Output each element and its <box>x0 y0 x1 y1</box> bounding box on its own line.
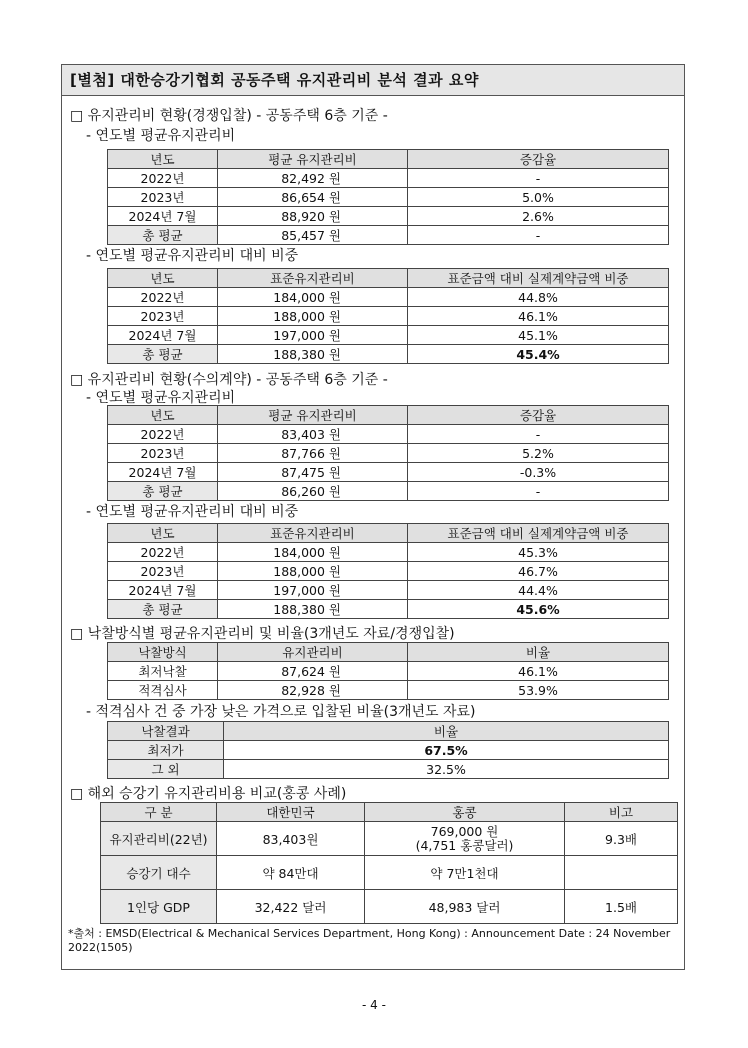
table-header: 년도 <box>108 524 218 543</box>
amount-cell: 188,000 원 <box>218 307 408 326</box>
amount-cell: 87,766 원 <box>218 444 408 463</box>
table-row-total <box>108 482 669 501</box>
result-cell: 그 외 <box>108 760 224 779</box>
table-header: 평균 유지관리비 <box>218 406 408 425</box>
rate-cell: 53.9% <box>408 681 669 700</box>
table-row <box>108 760 669 779</box>
note-cell: 9.3배 <box>565 822 678 856</box>
hongkong-note: (4,751 홍콩달러) <box>415 837 514 853</box>
amount-cell: 85,457 원 <box>218 226 408 245</box>
amount-cell: 197,000 원 <box>218 581 408 600</box>
year-cell: 총 평균 <box>108 600 218 619</box>
section1-heading: □ 유지관리비 현황(경쟁입찰) - 공동주택 6층 기준 - <box>70 108 388 124</box>
table-row-total <box>108 226 669 245</box>
rate-cell: 45.1% <box>408 326 669 345</box>
hongkong-value: 769,000 원 <box>430 823 499 839</box>
table-row <box>108 662 669 681</box>
year-cell: 2024년 7월 <box>108 581 218 600</box>
year-cell: 2023년 <box>108 188 218 207</box>
section3-result-table <box>107 721 669 779</box>
row-label-cell: 1인당 GDP <box>101 890 217 924</box>
table-row-total <box>108 600 669 619</box>
section2-sub2: - 연도별 평균유지관리비 대비 비중 <box>86 504 299 520</box>
table-row <box>108 169 669 188</box>
hongkong-cell <box>365 822 565 856</box>
rate-cell: - <box>408 169 669 188</box>
table-header: 낙찰결과 <box>108 722 224 741</box>
amount-cell: 184,000 원 <box>218 288 408 307</box>
year-cell: 2022년 <box>108 543 218 562</box>
section4-heading: □ 해외 승강기 유지관리비용 비교(홍콩 사례) <box>70 786 347 802</box>
method-cell: 적격심사 <box>108 681 218 700</box>
rate-cell: 45.6% <box>408 600 669 619</box>
rate-cell: 46.7% <box>408 562 669 581</box>
year-cell: 총 평균 <box>108 482 218 501</box>
year-cell: 총 평균 <box>108 226 218 245</box>
rate-cell: 5.0% <box>408 188 669 207</box>
rate-cell: 45.3% <box>408 543 669 562</box>
table-header: 년도 <box>108 150 218 169</box>
table-row <box>108 188 669 207</box>
table-row <box>108 543 669 562</box>
year-cell: 2024년 7월 <box>108 463 218 482</box>
table-header: 증감율 <box>408 406 669 425</box>
document-title: [별첨] 대한승강기협회 공동주택 유지관리비 분석 결과 요약 <box>62 65 684 96</box>
section1-sub1: - 연도별 평균유지관리비 <box>86 128 236 144</box>
result-cell: 최저가 <box>108 741 224 760</box>
section1-sub2: - 연도별 평균유지관리비 대비 비중 <box>86 248 299 264</box>
table-header: 비율 <box>224 722 669 741</box>
year-cell: 2022년 <box>108 425 218 444</box>
rate-cell: - <box>408 226 669 245</box>
rate-cell: - <box>408 482 669 501</box>
section3-sub: - 적격심사 건 중 가장 낮은 가격으로 입찰된 비율(3개년도 자료) <box>86 704 476 720</box>
table-row <box>108 741 669 760</box>
table-header: 구 분 <box>101 803 217 822</box>
table-row <box>108 562 669 581</box>
table-header: 표준유지관리비 <box>218 524 408 543</box>
rate-cell: 67.5% <box>224 741 669 760</box>
rate-cell: 45.4% <box>408 345 669 364</box>
table-header: 대한민국 <box>217 803 365 822</box>
table-header: 년도 <box>108 406 218 425</box>
rate-cell: 46.1% <box>408 662 669 681</box>
amount-cell: 184,000 원 <box>218 543 408 562</box>
note-cell: 1.5배 <box>565 890 678 924</box>
section1-ratio-table <box>107 268 669 364</box>
table-row <box>108 307 669 326</box>
table-row <box>108 444 669 463</box>
table-header: 낙찰방식 <box>108 643 218 662</box>
source-footnote: *출처 : EMSD(Electrical & Mechanical Services Department, Hong Kong) : Announcement Date : 24 November 2022(1505) <box>68 927 671 954</box>
section3-heading: □ 낙찰방식별 평균유지관리비 및 비율(3개년도 자료/경쟁입찰) <box>70 626 455 642</box>
table-header: 비고 <box>565 803 678 822</box>
table-header: 홍콩 <box>365 803 565 822</box>
year-cell: 2022년 <box>108 288 218 307</box>
rate-cell: 44.8% <box>408 288 669 307</box>
amount-cell: 197,000 원 <box>218 326 408 345</box>
row-label-cell: 승강기 대수 <box>101 856 217 890</box>
table-row <box>108 681 669 700</box>
amount-cell: 82,492 원 <box>218 169 408 188</box>
amount-cell: 188,380 원 <box>218 345 408 364</box>
year-cell: 2023년 <box>108 444 218 463</box>
table-header: 년도 <box>108 269 218 288</box>
year-cell: 2024년 7월 <box>108 207 218 226</box>
table-header: 평균 유지관리비 <box>218 150 408 169</box>
rate-cell: 46.1% <box>408 307 669 326</box>
rate-cell: - <box>408 425 669 444</box>
table-header: 증감율 <box>408 150 669 169</box>
amount-cell: 86,654 원 <box>218 188 408 207</box>
amount-cell: 87,475 원 <box>218 463 408 482</box>
table-row <box>108 463 669 482</box>
table-row <box>108 581 669 600</box>
note-cell <box>565 856 678 890</box>
table-row <box>101 890 678 924</box>
section3-method-table <box>107 642 669 700</box>
attachment-frame <box>61 64 685 970</box>
table-header: 표준금액 대비 실제계약금액 비중 <box>408 524 669 543</box>
rate-cell: 44.4% <box>408 581 669 600</box>
row-label-cell: 유지관리비(22년) <box>101 822 217 856</box>
rate-cell: -0.3% <box>408 463 669 482</box>
year-cell: 2023년 <box>108 562 218 581</box>
hongkong-cell: 48,983 달러 <box>365 890 565 924</box>
hongkong-cell: 약 7만1천대 <box>365 856 565 890</box>
method-cell: 최저낙찰 <box>108 662 218 681</box>
amount-cell: 83,403 원 <box>218 425 408 444</box>
table-row <box>108 288 669 307</box>
section2-ratio-table <box>107 523 669 619</box>
table-header: 표준금액 대비 실제계약금액 비중 <box>408 269 669 288</box>
amount-cell: 86,260 원 <box>218 482 408 501</box>
rate-cell: 5.2% <box>408 444 669 463</box>
section2-sub1: - 연도별 평균유지관리비 <box>86 390 236 406</box>
overseas-comparison-table <box>100 802 678 924</box>
korea-cell: 약 84만대 <box>217 856 365 890</box>
year-cell: 총 평균 <box>108 345 218 364</box>
amount-cell: 82,928 원 <box>218 681 408 700</box>
page-number: - 4 - <box>362 998 386 1012</box>
table-row <box>108 425 669 444</box>
amount-cell: 188,000 원 <box>218 562 408 581</box>
table-row <box>108 207 669 226</box>
section2-annual-average-table <box>107 405 669 501</box>
table-row <box>101 856 678 890</box>
rate-cell: 2.6% <box>408 207 669 226</box>
table-row <box>101 822 678 856</box>
section1-annual-average-table <box>107 149 669 245</box>
table-header: 표준유지관리비 <box>218 269 408 288</box>
year-cell: 2024년 7월 <box>108 326 218 345</box>
amount-cell: 87,624 원 <box>218 662 408 681</box>
korea-cell: 83,403원 <box>217 822 365 856</box>
section2-heading: □ 유지관리비 현황(수의계약) - 공동주택 6층 기준 - <box>70 372 388 388</box>
amount-cell: 88,920 원 <box>218 207 408 226</box>
table-header: 유지관리비 <box>218 643 408 662</box>
korea-cell: 32,422 달러 <box>217 890 365 924</box>
rate-cell: 32.5% <box>224 760 669 779</box>
table-row-total <box>108 345 669 364</box>
year-cell: 2022년 <box>108 169 218 188</box>
table-row <box>108 326 669 345</box>
table-header: 비율 <box>408 643 669 662</box>
year-cell: 2023년 <box>108 307 218 326</box>
amount-cell: 188,380 원 <box>218 600 408 619</box>
